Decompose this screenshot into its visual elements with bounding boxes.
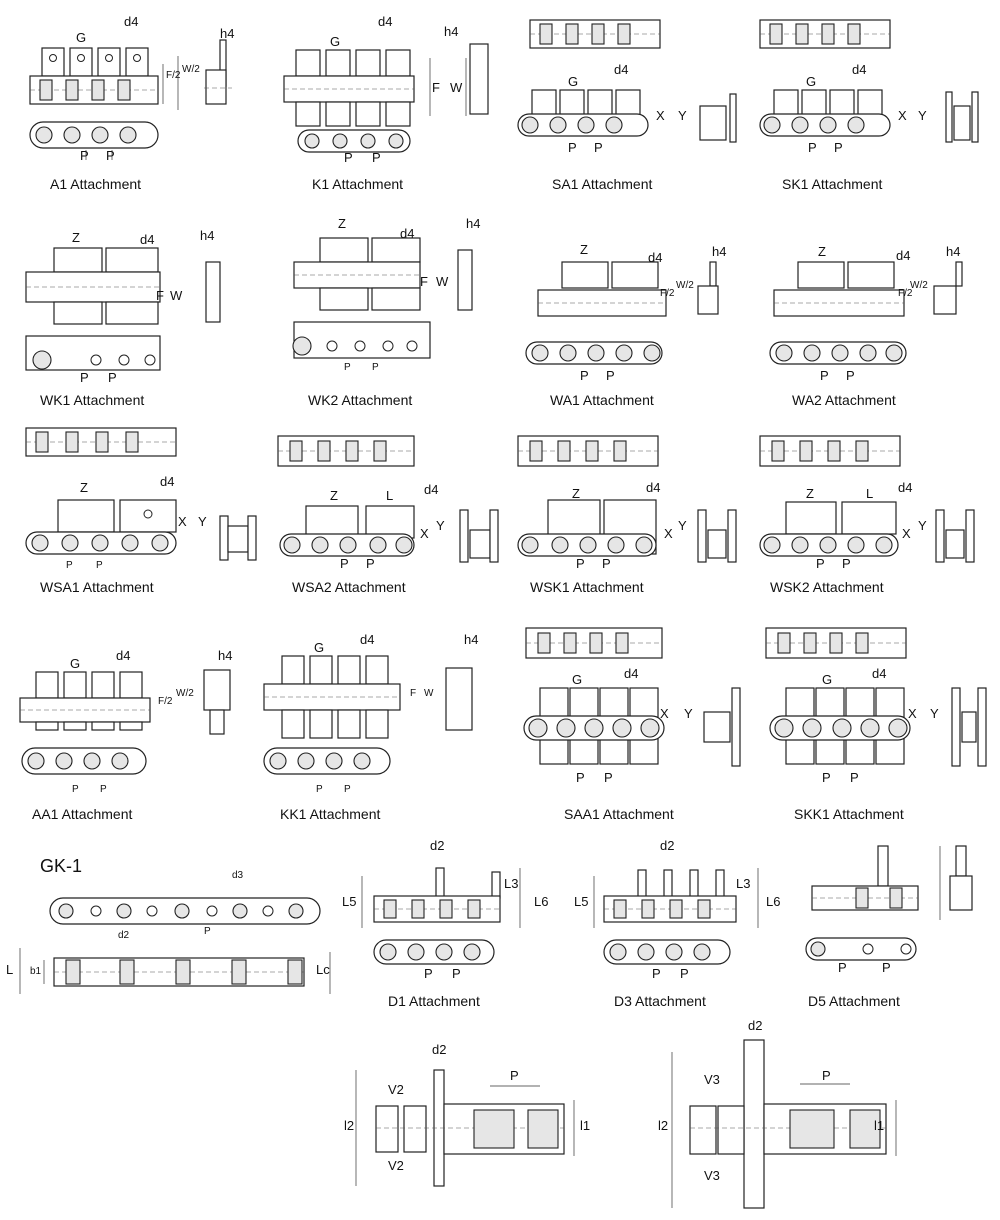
wsa1-caption: WSA1 Attachment xyxy=(40,579,154,595)
figure-wa1 xyxy=(526,242,726,408)
bottom-left-label-2: V2 xyxy=(388,1082,404,1097)
sa1-label-3: Y xyxy=(678,108,687,123)
figure-kk1 xyxy=(264,632,478,822)
figure-k1 xyxy=(284,14,488,192)
wa1-caption: WA1 Attachment xyxy=(550,392,654,408)
wa1-label-3: F/2 xyxy=(660,288,675,299)
d1-label-1: L3 xyxy=(504,876,519,891)
wsk2-caption: WSK2 Attachment xyxy=(770,579,884,595)
wsk2-label-2: d4 xyxy=(898,480,913,495)
wa2-label-5: P xyxy=(820,368,829,383)
saa1-label-2: X xyxy=(660,706,669,721)
k1-caption: K1 Attachment xyxy=(312,176,404,192)
d3-label-5: P xyxy=(680,966,689,981)
aa1-label-4: W/2 xyxy=(176,688,194,699)
sk1-label-2: X xyxy=(898,108,907,123)
wsk1-caption: WSK1 Attachment xyxy=(530,579,644,595)
d1-label-2: L5 xyxy=(342,894,357,909)
figure-wsa1 xyxy=(26,428,256,595)
wsa2-label-0: Z xyxy=(330,488,338,503)
wa2-label-4: W/2 xyxy=(910,280,928,291)
wsk2-label-6: P xyxy=(842,556,851,571)
wa1-label-1: d4 xyxy=(648,250,663,265)
figure-wa2 xyxy=(770,244,962,408)
aa1-label-6: P xyxy=(100,784,107,795)
wsa1-label-0: Z xyxy=(80,480,88,495)
figure-d3 xyxy=(574,838,780,1009)
figure-gk1 xyxy=(6,856,330,994)
figure-wsa2 xyxy=(278,436,498,595)
skk1-caption: SKK1 Attachment xyxy=(794,806,904,822)
skk1-label-4: P xyxy=(822,770,831,785)
k1-label-6: P xyxy=(372,150,381,165)
wa1-label-5: P xyxy=(580,368,589,383)
sa1-label-1: d4 xyxy=(614,62,629,77)
wa1-label-0: Z xyxy=(580,242,588,257)
d5-label-1: P xyxy=(882,960,891,975)
k1-label-0: G xyxy=(330,34,341,49)
saa1-label-1: d4 xyxy=(624,666,639,681)
gk1-label-1: P xyxy=(204,926,211,937)
kk1-label-0: G xyxy=(314,640,325,655)
skk1-label-0: G xyxy=(822,672,833,687)
wsa1-label-1: d4 xyxy=(160,474,175,489)
aa1-label-0: G xyxy=(70,656,81,671)
kk1-label-5: P xyxy=(316,784,323,795)
kk1-label-3: F xyxy=(410,688,417,699)
k1-label-4: W xyxy=(450,80,463,95)
d5-caption: D5 Attachment xyxy=(808,993,900,1009)
figure-skk1 xyxy=(766,628,986,822)
figure-wk2 xyxy=(293,216,480,408)
d3-label-4: P xyxy=(652,966,661,981)
wk1-label-6: P xyxy=(108,370,117,385)
saa1-label-3: Y xyxy=(684,706,693,721)
figure-saa1 xyxy=(524,628,740,822)
wa1-label-4: W/2 xyxy=(676,280,694,291)
wk1-label-2: h4 xyxy=(200,228,215,243)
wsa2-caption: WSA2 Attachment xyxy=(292,579,406,595)
gk1-label-0: d3 xyxy=(232,870,244,881)
aa1-label-2: h4 xyxy=(218,648,233,663)
wsa2-label-6: P xyxy=(366,556,375,571)
d3-label-3: L6 xyxy=(766,894,781,909)
wa2-label-1: d4 xyxy=(896,248,911,263)
bottom-left-label-3: V2 xyxy=(388,1158,404,1173)
kk1-caption: KK1 Attachment xyxy=(280,806,381,822)
a1-label-5: P xyxy=(80,148,89,163)
figure-a1 xyxy=(30,14,234,192)
wsk1-label-1: d4 xyxy=(646,480,661,495)
a1-label-6: P xyxy=(106,148,115,163)
wsa1-label-3: Y xyxy=(198,514,207,529)
sa1-label-0: G xyxy=(568,74,579,89)
bottom-left-label-4: l2 xyxy=(344,1118,355,1133)
bottom-right-label-3: V3 xyxy=(704,1168,720,1183)
wk2-label-5: P xyxy=(344,362,351,373)
saa1-label-4: P xyxy=(576,770,585,785)
saa1-label-5: P xyxy=(604,770,613,785)
wsk1-label-0: Z xyxy=(572,486,580,501)
aa1-caption: AA1 Attachment xyxy=(32,806,133,822)
figure-bottom-left xyxy=(344,1042,590,1186)
d1-label-4: P xyxy=(424,966,433,981)
kk1-label-6: P xyxy=(344,784,351,795)
gk1-label-5: Lc xyxy=(316,962,330,977)
figure-d5 xyxy=(806,846,972,1009)
wsa1-label-2: X xyxy=(178,514,187,529)
sk1-label-1: d4 xyxy=(852,62,867,77)
k1-label-1: d4 xyxy=(378,14,393,29)
wsk2-label-5: P xyxy=(816,556,825,571)
bottom-right-label-2: V3 xyxy=(704,1072,720,1087)
wsa1-label-5: P xyxy=(96,560,103,571)
a1-label-4: W/2 xyxy=(182,64,200,75)
aa1-label-1: d4 xyxy=(116,648,131,663)
a1-label-1: d4 xyxy=(124,14,139,29)
sk1-label-5: P xyxy=(834,140,843,155)
wa2-label-3: F/2 xyxy=(898,288,913,299)
sk1-caption: SK1 Attachment xyxy=(782,176,883,192)
wsk1-label-3: Y xyxy=(678,518,687,533)
skk1-label-1: d4 xyxy=(872,666,887,681)
figure-wk1 xyxy=(26,228,220,408)
wk2-label-4: W xyxy=(436,274,449,289)
sa1-label-2: X xyxy=(656,108,665,123)
bottom-left-label-5: l1 xyxy=(580,1118,591,1133)
sk1-label-0: G xyxy=(806,74,817,89)
saa1-caption: SAA1 Attachment xyxy=(564,806,674,822)
bottom-right-label-5: l1 xyxy=(874,1118,885,1133)
wa2-label-6: P xyxy=(846,368,855,383)
wk2-label-0: Z xyxy=(338,216,346,231)
wsa2-label-3: X xyxy=(420,526,429,541)
wk2-caption: WK2 Attachment xyxy=(308,392,413,408)
a1-label-0: G xyxy=(76,30,87,45)
wsk2-label-3: X xyxy=(902,526,911,541)
wsk1-label-4: P xyxy=(576,556,585,571)
bottom-right-label-0: d2 xyxy=(748,1018,763,1033)
wsk1-label-5: P xyxy=(602,556,611,571)
skk1-label-3: Y xyxy=(930,706,939,721)
a1-label-3: F/2 xyxy=(166,70,181,81)
d3-label-0: d2 xyxy=(660,838,675,853)
wk2-label-1: d4 xyxy=(400,226,415,241)
sk1-label-3: Y xyxy=(918,108,927,123)
kk1-label-1: d4 xyxy=(360,632,375,647)
k1-label-3: F xyxy=(432,80,440,95)
d3-label-2: L5 xyxy=(574,894,589,909)
skk1-label-5: P xyxy=(850,770,859,785)
wsa2-label-1: L xyxy=(386,488,394,503)
d1-label-5: P xyxy=(452,966,461,981)
aa1-label-3: F/2 xyxy=(158,696,173,707)
figure-wsk1 xyxy=(518,436,736,595)
wk2-label-2: h4 xyxy=(466,216,481,231)
sk1-label-4: P xyxy=(808,140,817,155)
gk1-label-4: b1 xyxy=(30,966,42,977)
wsk1-label-2: X xyxy=(664,526,673,541)
wsa2-label-2: d4 xyxy=(424,482,439,497)
wsk2-label-1: L xyxy=(866,486,874,501)
wsa2-label-5: P xyxy=(340,556,349,571)
figure-bottom-right xyxy=(658,1018,896,1208)
wk2-label-3: F xyxy=(420,274,428,289)
wk1-caption: WK1 Attachment xyxy=(40,392,145,408)
figure-sk1 xyxy=(760,20,978,192)
wa2-label-0: Z xyxy=(818,244,826,259)
d1-label-0: d2 xyxy=(430,838,445,853)
k1-label-5: P xyxy=(344,150,353,165)
aa1-label-5: P xyxy=(72,784,79,795)
bottom-right-label-4: l2 xyxy=(658,1118,669,1133)
wsk2-label-4: Y xyxy=(918,518,927,533)
sa1-label-4: P xyxy=(568,140,577,155)
bottom-right-label-1: P xyxy=(822,1068,831,1083)
figure-aa1 xyxy=(20,648,232,822)
gk1-title: GK-1 xyxy=(40,856,83,876)
wa2-label-2: h4 xyxy=(946,244,961,259)
skk1-label-2: X xyxy=(908,706,917,721)
figure-d1 xyxy=(342,838,548,1009)
wk1-label-1: d4 xyxy=(140,232,155,247)
wa1-label-6: P xyxy=(606,368,615,383)
a1-caption: A1 Attachment xyxy=(50,176,142,192)
wsk2-label-0: Z xyxy=(806,486,814,501)
gk1-label-3: L xyxy=(6,962,14,977)
wa2-caption: WA2 Attachment xyxy=(792,392,896,408)
wsa2-label-4: Y xyxy=(436,518,445,533)
wa1-label-2: h4 xyxy=(712,244,727,259)
wk2-label-6: P xyxy=(372,362,379,373)
bottom-left-label-0: d2 xyxy=(432,1042,447,1057)
wk1-label-4: W xyxy=(170,288,183,303)
kk1-label-2: h4 xyxy=(464,632,479,647)
wk1-label-5: P xyxy=(80,370,89,385)
d1-caption: D1 Attachment xyxy=(388,993,480,1009)
sa1-caption: SA1 Attachment xyxy=(552,176,653,192)
figure-wsk2 xyxy=(760,436,974,595)
wk1-label-3: F xyxy=(156,288,164,303)
d3-caption: D3 Attachment xyxy=(614,993,706,1009)
saa1-label-0: G xyxy=(572,672,583,687)
d3-label-1: L3 xyxy=(736,876,751,891)
wk1-label-0: Z xyxy=(72,230,80,245)
gk1-label-2: d2 xyxy=(118,930,130,941)
d5-label-0: P xyxy=(838,960,847,975)
figure-sa1 xyxy=(518,20,736,192)
d1-label-3: L6 xyxy=(534,894,549,909)
bottom-left-label-1: P xyxy=(510,1068,519,1083)
sa1-label-5: P xyxy=(594,140,603,155)
kk1-label-4: W xyxy=(424,688,434,699)
a1-label-2: h4 xyxy=(220,26,235,41)
wsa1-label-4: P xyxy=(66,560,73,571)
k1-label-2: h4 xyxy=(444,24,459,39)
